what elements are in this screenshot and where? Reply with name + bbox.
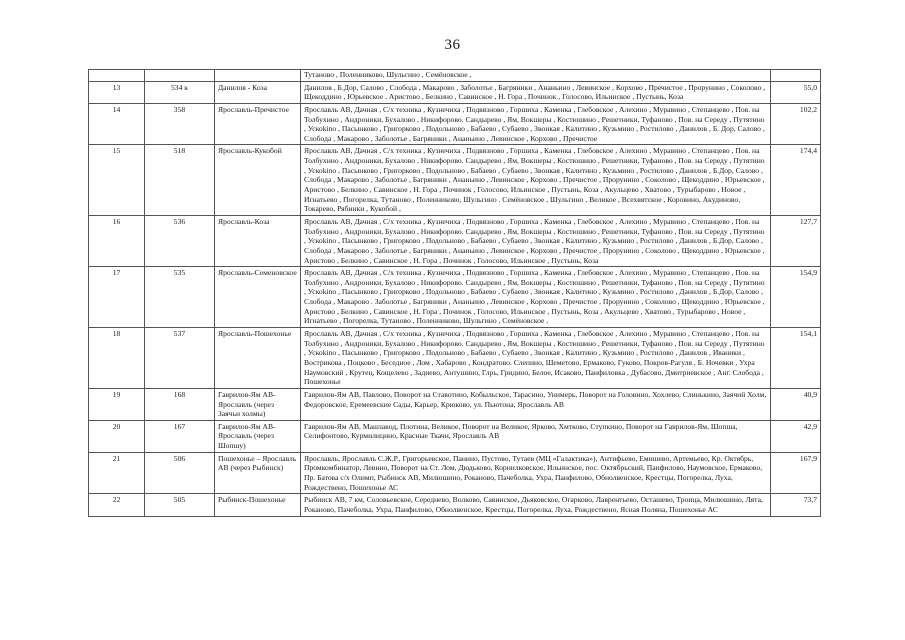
- cell-stops: Ярославль АВ, Дачная , С/х техника , Кузнечиха , Подвязново , Горшиха , Каменка , Глебовское , Алехино , Муравино , Степанцево , Пов. на Толбухино , Андроники, Бухалово , Никифорово. Сандырево , Ям, Вокшеры , Костюшино , Решетники, Туфаново , Пов. на Середу , Путятино , Ускоkino , Пасынково , Григорково , Подольново , Бабаево , Субаево , Звонкая , Калитино , Кузьмино , Ростилово , Данилов , Иваники , Вострикова , Поцково , Беседное , Лом , Хабарово , Кондратово. Слепино, Шеметово, Ермаково, Гуково, Покров-Рагуля , Б. Ночевки , Ухра Наумовский , Крутец, Кощелево , Задиево, Антушино, Глрь, Гридино, Белое, Исаково, Панфиловка , Дубасово, Дмитриевское , Анг. Слобода , Пошехонье: [301, 328, 771, 389]
- cell-length: 167,9: [771, 452, 821, 494]
- cell-length: 154,1: [771, 328, 821, 389]
- table-row: [89, 452, 821, 494]
- routes-table: [88, 69, 821, 517]
- cell-num: 13: [89, 81, 145, 103]
- cell-length: 73,7: [771, 494, 821, 516]
- table-row: [89, 81, 821, 103]
- cell-route-name: Ярославль-Кукобой: [215, 145, 301, 215]
- cell-num: 17: [89, 267, 145, 328]
- cell-route-name: Ярославль-Пошехонье: [215, 328, 301, 389]
- table-row: [89, 267, 821, 328]
- cell-route-name: Ярославль-Пречистое: [215, 103, 301, 145]
- cell-stops: Ярославль, Ярославль С.Ж.Р., Григорьевское, Панино, Пустово, Тутаев (МЦ «Галактика»), Антифьево, Емишево, Артемьево, Кр. Октябрь, Промкомбинатор, Левино, Поворот на Ст. Лом, Дюдьково, Корнилковское, Ильинское, пос. Октябрьский, Панфилово, Наумовское, Ермаково, Пр. Батова с/х Олимп, Рыбинск АВ, Милюшино, Роканово, Пачеболка, Ухра, Панфилово, Обнолвенское, Крестцы, Погорелка, Луха, Рождествено, Пошехонье АС: [301, 452, 771, 494]
- cell-name: [215, 70, 301, 82]
- cell-stops: Рыбинск АВ, 7 км, Соловьевское, Середнево, Волково, Савинское, Дьяковское, Огарково, Лаврентьево, Осташево, Троица, Милюшино, Лята, Роканово, Пачеболка, Ухра, Панфилово, Обнолвенское, Крестцы, Погорелка, Луха, Рождествено, Ясная Поляна, Пошехонье АС: [301, 494, 771, 516]
- cell-stops: Ярославль АВ, Дачная , С/х техника , Кузнечиха , Подвязново , Горшиха , Каменка , Глебовское , Алехино , Муравино , Степанцево , Пов. на Толбухино , Андроники, Бухалово , Никифорово. Сандырево , Ям, Вокшеры , Костюшино , Решетники, Туфаново , Пов. на Середу , Путятино , Ускоkino , Пасынково , Григорково , Подольново , Бабаево , Субаево , Звонкая , Калитино , Кузьмино , Ростилово , Данилов , Б.Дор, Салово , Слобода , Макарово , Заболотье , Багряники , Ананьино , Левинское , Корхово , Пречистое , Прорунино , Соколово , Щекоддино , Юрьевское , Аристово , Белкино , Савинское , Н. Гора , Починок , Голосово, Ильинское , Пустынь, Коза , Акульцево , Хватово , Турыбарово , Новое , Игнатьево , Погорелка, Тутаново , Поленниково, Шульгино . Семёновское , Шульгино , Великое , Всехвятское , Коровино, Акудиново, Токарево, Рябинки , Кукобой ,: [301, 145, 771, 215]
- table-row: [89, 145, 821, 215]
- cell-num: 16: [89, 215, 145, 266]
- cell-route-code: 536: [145, 215, 215, 266]
- cell-route-name: Рыбинск-Пошехонье: [215, 494, 301, 516]
- cell-stops: Данилов , Б.Дор, Салово , Слобода , Макарово , Заболотье , Багряники , Ананьино , Левинское , Корхово , Пречистое , Прорунино , Соколово , Щекоддино , Юрьевское , Аристово , Белкино , Савинское , Н. Гора , Починок , Голосово, Ильинское , Пустынь, Коза: [301, 81, 771, 103]
- cell-route-name: Гаврилов-Ям АВ-Ярославль (через Шопшу): [215, 420, 301, 452]
- cell-route-code: 518: [145, 145, 215, 215]
- cell-length: 102,2: [771, 103, 821, 145]
- table-row: [89, 215, 821, 266]
- cell-route-code: 168: [145, 388, 215, 420]
- cell-stops: Гаврилов-Ям АВ, Машзавод, Плотина, Великое, Поворот на Великое, Ярково, Хмтково, Ступкино, Поворот на Гаврилов-Ям, Шопша, Селифонтово, Курмилицино, Красные Ткачи, Ярославль АВ: [301, 420, 771, 452]
- cell-route-code: 506: [145, 452, 215, 494]
- cell-length: 154,9: [771, 267, 821, 328]
- cell-num: [89, 70, 145, 82]
- table-row: [89, 420, 821, 452]
- cell-num: 15: [89, 145, 145, 215]
- cell-route-code: 358: [145, 103, 215, 145]
- cell-stops: Гаврилов-Ям АВ, Павлово, Поворот на Ставотино, Кобыльское, Тарасино, Унимерь, Поворот на Головино, Хохлево, Слинькино, Заячий Холм, Федоровское, Еремеевские Сады, Карьер, Крюково, ул. Пьютона, Ярославль АВ: [301, 388, 771, 420]
- cell-length: 127,7: [771, 215, 821, 266]
- cell-length: 40,9: [771, 388, 821, 420]
- cell-code: [145, 70, 215, 82]
- cell-length: [771, 70, 821, 82]
- cell-stops: Ярославль АВ, Дачная , С/х техника , Кузнечиха , Подвязново , Горшиха , Каменка , Глебовское , Алехино , Муравино , Степанцево , Пов. на Толбухино , Андроники, Бухалово , Никифорово. Сандырево , Ям, Вокшеры , Костюшино , Решетники, Туфаново , Пов. на Середу , Путятино , Ускоkino , Пасынково , Григорково , Подольново , Бабаево , Субаево , Звонкая , Калитино , Кузьмино , Ростилово , Данилов , Б. Дор, Салово , Слобода , Макарово , Заболотье , Багряники , Ананьино , Левинское , Корхово , Пречистое: [301, 103, 771, 145]
- cell-route-name: Данилов - Коза: [215, 81, 301, 103]
- table-row: [89, 494, 821, 516]
- cell-num: 21: [89, 452, 145, 494]
- cell-stops: Ярославль АВ, Дачная , С/х техника , Кузнечиха , Подвязново , Горшиха , Каменка , Глебовское , Алехино , Муравино , Степанцево , Пов. на Толбухино , Андроники, Бухалово , Никифорово. Сандырево , Ям, Вокшеры , Костюшино , Решетники, Туфаново , Пов. на Середу , Путятино , Ускоkino , Пасынково , Григорково , Подольново , Бабаево , Субаево , Звонкая , Калитино , Кузьмино , Ростилово , Данилов , Б.Дор, Салово , Слобода , Макарово , Заболотье , Багряники , Ананьино , Левинское , Корхово , Пречистое , Прорунино , Соколово , Щекоддино , Юрьевское , Аристово , Белкино , Савинское , Н. Гора , Починок , Голосово, Ильинское , Пустынь, Коза: [301, 215, 771, 266]
- table-row: [89, 103, 821, 145]
- cell-num: 22: [89, 494, 145, 516]
- table-row: [89, 328, 821, 389]
- routes-table-body: [89, 70, 821, 517]
- table-row: [89, 388, 821, 420]
- cell-route-name: Ярославль-Семеновское: [215, 267, 301, 328]
- cell-route-code: 535: [145, 267, 215, 328]
- cell-length: 55,0: [771, 81, 821, 103]
- cell-length: 174,4: [771, 145, 821, 215]
- page-number: 36: [444, 37, 461, 53]
- cell-route-name: Гаврилов-Ям АВ-Ярославль (через Заячьи холмы): [215, 388, 301, 420]
- cell-route-name: Пошехонье – Ярославль АВ (через Рыбинск): [215, 452, 301, 494]
- cell-num: 19: [89, 388, 145, 420]
- cell-route-code: 505: [145, 494, 215, 516]
- cell-route-code: 167: [145, 420, 215, 452]
- cell-length: 42,9: [771, 420, 821, 452]
- cell-route-code: 537: [145, 328, 215, 389]
- cell-route-name: Ярославль-Коза: [215, 215, 301, 266]
- cell-num: 14: [89, 103, 145, 145]
- cell-stops: Ярославль АВ, Дачная , С/х техника , Кузнечиха , Подвязново , Горшиха , Каменка , Глебовское , Алехино , Муравино , Степанцево , Пов. на Толбухино , Андроники, Бухалово , Никифорово. Сандырево , Ям, Вокшеры , Костюшино , Решетники, Туфаново , Пов. на Середу , Путятино , Ускоkino , Пасынково , Григорково , Подольново , Бабаево , Субаево , Звонкая , Калитино , Кузьмино , Ростилово , Данилов , Б.Дор, Салово , Слобода , Макарово . Заболотье , Багряники , Ананьино , Левинское , Корхово , Пречистое , Прорунино , Соколово , Щекоддино , Юрьевское , Аристово , Белкино , Савинское , Н. Гора , Починок , Голосово, Ильинское , Пустынь, Коза , Акульцево , Хватово , Турыбарово , Новое , Игнатьево , Погорелка, Тутаново , Поленниково, Шульгино , Семёновское ,: [301, 267, 771, 328]
- cell-num: 20: [89, 420, 145, 452]
- cell-num: 18: [89, 328, 145, 389]
- cell-route-code: 534 к: [145, 81, 215, 103]
- cell-stops: Тутаново , Поленниково, Шульгино , Семёновское ,: [301, 70, 771, 82]
- continuation-row: [89, 70, 821, 82]
